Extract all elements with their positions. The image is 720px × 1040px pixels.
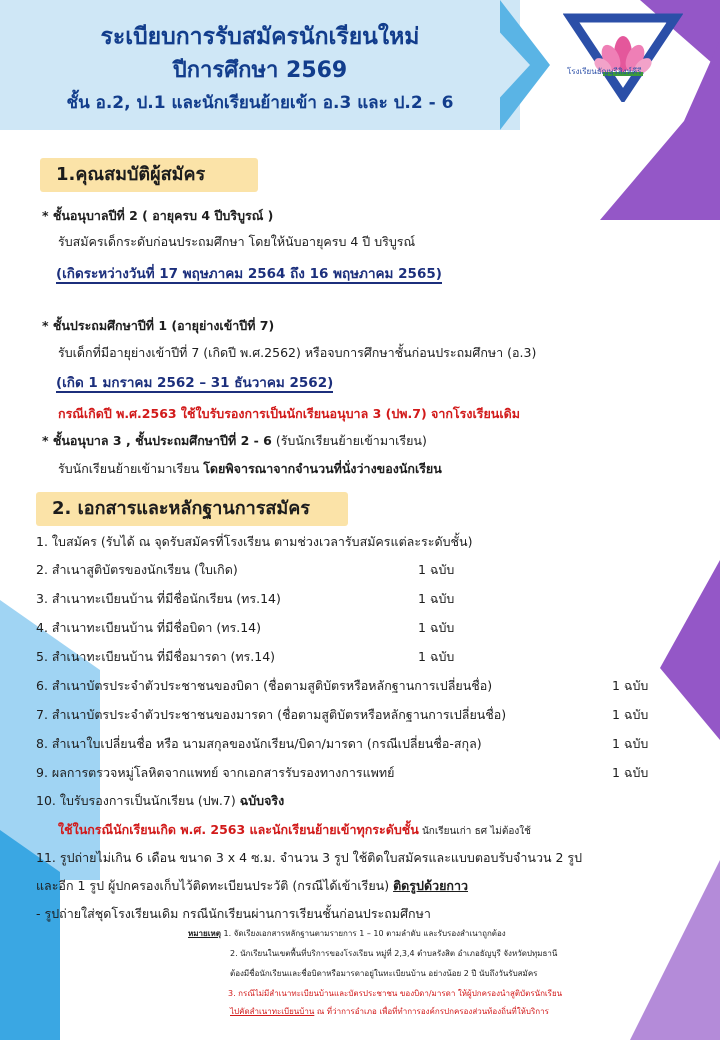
doc-item-10-note-red: ใช้ในกรณีนักเรียนเกิด พ.ศ. 2563 และนักเรียนย้ายเข้าทุกระดับชั้น (58, 822, 419, 837)
transfer-title-bold: * ชั้นอนุบาล 3 , ชั้นประถมศึกษาปีที่ 2 - 6 (42, 433, 272, 448)
doc-item-9: 9. ผลการตรวจหมู่โลหิตจากแพทย์ จากเอกสารรับรองทางการแพทย์ (36, 765, 395, 780)
doc-item-5: 5. สำเนาทะเบียนบ้าน ที่มีชื่อมารดา (ทร.14) (36, 649, 276, 664)
k2-desc: รับสมัครเด็กระดับก่อนประถมศึกษา โดยให้นับอายุครบ 4 ปี บริบูรณ์ (58, 234, 416, 249)
decor-purple-right (660, 560, 720, 740)
p1-dates: (เกิด 1 มกราคม 2562 – 31 ธันวาคม 2562) (56, 375, 334, 391)
doc-copies-3: 1 ฉบับ (418, 591, 455, 606)
doc-item-11-glue: ติดรูปด้วยกาว (393, 878, 469, 893)
transfer-desc (58, 459, 442, 479)
note-3b (230, 1006, 549, 1018)
transfer-desc-a: รับนักเรียนย้ายเข้ามาเรียน (58, 461, 204, 476)
academic-year: ปีการศึกษา 2569 (172, 58, 348, 83)
p1-title: * ชั้นประถมศึกษาปีที่ 1 (อายุย่างเข้าปีที่ 7) (42, 318, 275, 333)
note-1-text: 1. จัดเรียงเอกสารหลักฐานตามรายการ 1 – 10 ตามลำดับ และรับรองสำเนาถูกต้อง (220, 929, 506, 938)
decor-purple-bottom (630, 860, 720, 1040)
doc-item-3: 3. สำเนาทะเบียนบ้าน ที่มีชื่อนักเรียน (ทร.14) (36, 591, 281, 606)
note-3b-rest: ณ ที่ว่าการอำเภอ เพื่อที่ทำการองค์กรปกครองส่วนท้องถิ่นที่ให้บริการ (314, 1007, 549, 1016)
transfer-desc-b: โดยพิจารณาจากจำนวนที่นั่งว่างของนักเรียน (203, 461, 442, 476)
page-title: ระเบียบการรับสมัครนักเรียนใหม่ (100, 24, 420, 50)
doc-item-11-line3: - รูปถ่ายใส่ชุดโรงเรียนเดิม กรณีนักเรียนผ่านการเรียนชั้นก่อนประถมศึกษา (36, 906, 431, 921)
note-3a: 3. กรณีไม่มีสำเนาทะเบียนบ้านและบัตรประชาชน ของบิดา/มารดา ให้ผู้ปกครองนำสูติบัตรนักเรียน (228, 989, 563, 998)
lotus-triangle-icon (563, 10, 683, 102)
doc-item-6: 6. สำเนาบัตรประจำตัวประชาชนของบิดา (ชื่อตามสูติบัตรหรือหลักฐานการเปลี่ยนชื่อ) (36, 678, 493, 693)
note-2a: 2. นักเรียนในเขตพื้นที่บริการของโรงเรียน หมู่ที่ 2,3,4 ตำบลรังสิต อำเภอธัญบุรี จังหวัดปทุมธานี (230, 949, 558, 958)
doc-item-11-line2 (36, 876, 468, 896)
note-3b-underlined: ไปคัดสำเนาทะเบียนบ้าน (230, 1007, 315, 1016)
doc-item-11-line2a: และอีก 1 รูป ผู้ปกครองเก็บไว้ติดทะเบียนประวัติ (กรณีได้เข้าเรียน) (36, 878, 394, 893)
doc-item-10 (36, 791, 284, 811)
note-1 (188, 928, 506, 940)
p1-note: กรณีเกิดปี พ.ศ.2563 ใช้ใบรับรองการเป็นนักเรียนอนุบาล 3 (ปพ.7) จากโรงเรียนเดิม (58, 406, 520, 421)
doc-item-10-text: 10. ใบรับรองการเป็นนักเรียน (ปพ.7) (36, 793, 240, 808)
note-2b: ต้องมีชื่อนักเรียนและชื่อบิดาหรือมารดาอยู่ในทะเบียนบ้าน อย่างน้อย 2 ปี นับถึงวันรับสมัคร (230, 969, 538, 978)
transfer-title-rest: (รับนักเรียนย้ายเข้ามาเรียน) (271, 433, 427, 448)
p1-desc: รับเด็กที่มีอายุย่างเข้าปีที่ 7 (เกิดปี พ.ศ.2562) หรือจบการศึกษาชั้นก่อนประถมศึกษา (อ.3) (58, 345, 537, 360)
grade-levels: ชั้น อ.2, ป.1 และนักเรียนย้ายเข้า อ.3 และ ป.2 - 6 (66, 93, 454, 113)
doc-item-10-note-small: นักเรียนเก่า ธศ ไม่ต้องใช้ (418, 826, 531, 837)
k2-title: * ชั้นอนุบาลปีที่ 2 ( อายุครบ 4 ปีบริบูรณ์ ) (42, 208, 274, 223)
school-name-logo: โรงเรียนธัญบุรีสิงห์คีรี (567, 67, 642, 76)
doc-copies-8: 1 ฉบับ (612, 736, 649, 751)
doc-item-10-note (58, 820, 531, 842)
doc-copies-6: 1 ฉบับ (612, 678, 649, 693)
section2-heading: 2. เอกสารและหลักฐานการสมัคร (36, 492, 348, 526)
doc-item-11-line1: 11. รูปถ่ายไม่เกิน 6 เดือน ขนาด 3 x 4 ซ.ม. จำนวน 3 รูป ใช้ติดใบสมัครและแบบตอบรับจำนวน 2 รูป (36, 850, 583, 865)
doc-copies-5: 1 ฉบับ (418, 649, 455, 664)
doc-item-2: 2. สำเนาสูติบัตรของนักเรียน (ใบเกิด) (36, 562, 238, 577)
doc-item-4: 4. สำเนาทะเบียนบ้าน ที่มีชื่อบิดา (ทร.14) (36, 620, 261, 635)
doc-item-1: 1. ใบสมัคร (รับได้ ณ จุดรับสมัครที่โรงเรียน ตามช่วงเวลารับสมัครแต่ละระดับชั้น) (36, 534, 473, 549)
school-logo (563, 10, 683, 102)
doc-item-10-original: ฉบับจริง (239, 793, 285, 808)
doc-item-7: 7. สำเนาบัตรประจำตัวประชาชนของมารดา (ชื่อตามสูติบัตรหรือหลักฐานการเปลี่ยนชื่อ) (36, 707, 507, 722)
section1-heading: 1.คุณสมบัติผู้สมัคร (40, 158, 258, 192)
doc-copies-2: 1 ฉบับ (418, 562, 455, 577)
note-label: หมายเหตุ (188, 929, 221, 938)
doc-copies-7: 1 ฉบับ (612, 707, 649, 722)
transfer-title (42, 431, 427, 451)
doc-item-8: 8. สำเนาใบเปลี่ยนชื่อ หรือ นามสกุลของนักเรียน/บิดา/มารดา (กรณีเปลี่ยนชื่อ-สกุล) (36, 736, 482, 751)
doc-copies-9: 1 ฉบับ (612, 765, 649, 780)
page-title-block (20, 20, 500, 118)
k2-dates: (เกิดระหว่างวันที่ 17 พฤษภาคม 2564 ถึง 16 พฤษภาคม 2565) (56, 266, 442, 282)
doc-copies-4: 1 ฉบับ (418, 620, 455, 635)
